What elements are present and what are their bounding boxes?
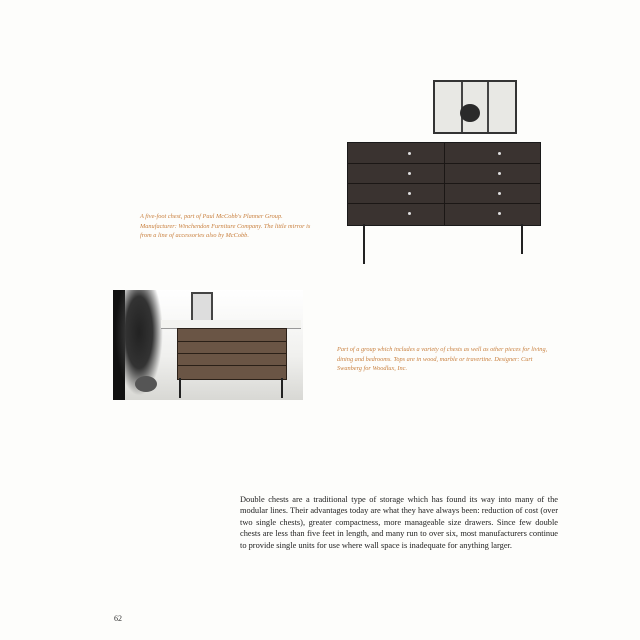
- plant: [460, 104, 480, 122]
- photo-planner-chest-with-mirror: [345, 78, 545, 268]
- page-number: 62: [114, 614, 122, 623]
- chest: [177, 328, 287, 380]
- caption-middle: Part of a group which includes a variety of chests as well as other pieces for living, dining and bedrooms. Tops are in wood, marble or travertine. Designer: Curt Swanberg for Woodlux, Inc.: [337, 346, 548, 372]
- caption-top: A five-foot chest, part of Paul McCobb's Planner Group. Manufacturer: Winchendon Furniture Company. The little mirror is from a line of accessories also by McCobb.: [140, 213, 311, 239]
- photo-woodlux-chest: [113, 290, 303, 400]
- picture-frame: [191, 292, 213, 322]
- body-paragraph: Double chests are a traditional type of storage which has found its way into many of the modular lines. Their advantages today are what they have always been: reduction of cost (over two single chests), greater compactness, more manageable size drawers. Since few double chests are less than five feet in length, and many run to over six, most manufacturers continue to provide single units for use where wall space is inadequate for anything larger.: [240, 495, 558, 550]
- chest: [347, 142, 541, 226]
